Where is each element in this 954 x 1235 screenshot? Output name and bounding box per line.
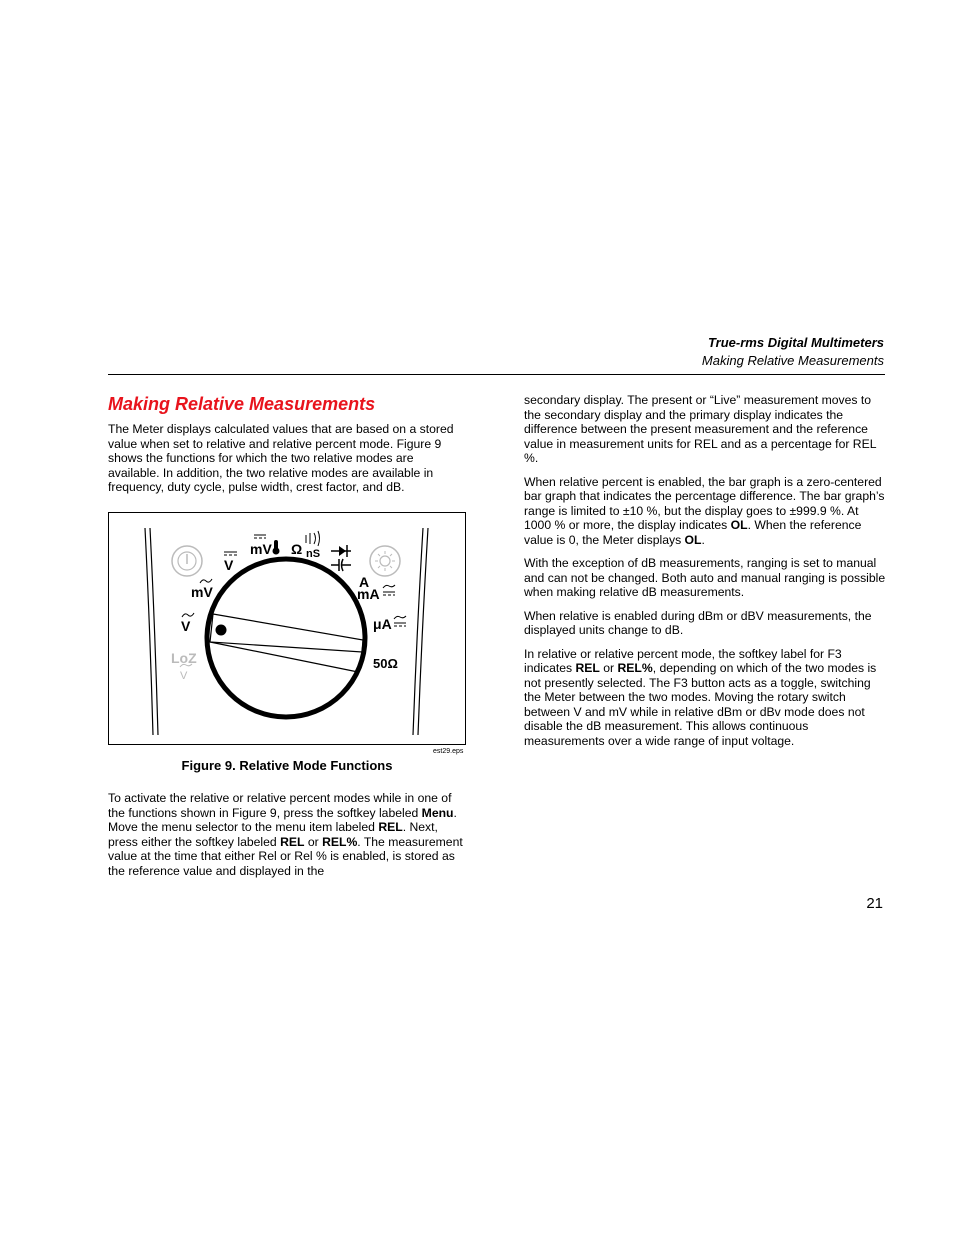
left-column-lower	[108, 791, 468, 887]
label-ns: nS	[306, 548, 321, 560]
right-paragraph-1: secondary display. The present or “Live” measurement moves to the secondary display and the primary display indicates the difference between the present measurement and the reference value in measurement units for REL and as a percentage for REL %.	[524, 393, 877, 465]
capacitor-icon	[331, 559, 351, 571]
running-header-title: True-rms Digital Multimeters	[707, 335, 884, 350]
right-column	[524, 393, 886, 757]
label-a: A	[359, 574, 370, 590]
right-paragraph-2: When relative percent is enabled, the bar graph is a zero-centered bar graph that indicates the percentage difference. The bar graph’s range is limited to ±10 %, but the display goes to ±999.9 %. At 1000 % or more, the display indicates OL. When the reference value is 0, the Meter displays OL.	[524, 474, 885, 547]
continuity-icon	[306, 531, 320, 546]
label-loz: LoZ	[171, 650, 197, 666]
rotary-switch-diagram	[109, 513, 465, 744]
rotary-dial	[207, 559, 365, 717]
diode-icon	[331, 545, 351, 557]
activate-paragraph: To activate the relative or relative percent modes while in one of the functions shown in Figure 9, press the softkey labeled Menu. Move the menu selector to the menu item labeled REL. Next, press either the softkey labeled REL or REL%. The measurement value at the time that either Rel or Rel % is enabled, is stored as the reference value and displayed in the	[108, 791, 463, 878]
right-paragraph-4: When relative is enabled during dBm or dBV measurements, the displayed units change to dB.	[524, 608, 872, 637]
label-mv-ac: mV	[191, 584, 213, 600]
label-mv-dc: mV	[250, 541, 272, 557]
dc-symbol	[224, 552, 237, 555]
label-ma: mA	[357, 586, 380, 602]
label-ohm: Ω	[291, 541, 303, 557]
label-50-ohm: 50Ω	[373, 656, 398, 671]
label-ua: μA	[373, 616, 392, 632]
figure-9-box	[108, 512, 466, 745]
right-paragraph-5: In relative or relative percent mode, the softkey label for F3 indicates REL or REL%, depending on which of the two modes is not presently selected. The F3 button acts as a toggle, switching the Meter between the two modes. Moving the rotary switch between V and mV while in relative dBm or dBv mode does not disable the dB measurement. This allows continuous measurements over a wide range of input voltage.	[524, 646, 877, 748]
right-paragraph-3: With the exception of dB measurements, ranging is set to manual and can not be changed. Both auto and manual ranging is possible when making relative dB measurements.	[524, 556, 886, 599]
intro-paragraph: The Meter displays calculated values that are based on a stored value when set to relative and relative percent mode. Figure 9 shows the functions for which the two relative modes are available. In addition, the two relative modes are available in frequency, duty cycle, pulse width, crest factor, and dB.	[108, 422, 454, 494]
label-v-ac: V	[181, 618, 191, 634]
figure-file-label: est29.eps	[433, 748, 464, 755]
running-header-subtitle: Making Relative Measurements	[701, 353, 884, 368]
left-column	[108, 392, 466, 504]
backlight-icon	[370, 546, 400, 576]
dial-pointer-dot	[216, 625, 227, 636]
power-icon	[172, 546, 202, 576]
section-title: Making Relative Measurements	[108, 394, 376, 414]
header-rule	[108, 374, 885, 375]
label-loz-v: V	[180, 670, 188, 682]
ac-symbol	[200, 579, 212, 583]
page-number: 21	[866, 895, 883, 912]
label-v-dc: V	[224, 557, 234, 573]
thermometer-icon	[273, 540, 280, 555]
figure-caption: Figure 9. Relative Mode Functions	[181, 758, 393, 773]
